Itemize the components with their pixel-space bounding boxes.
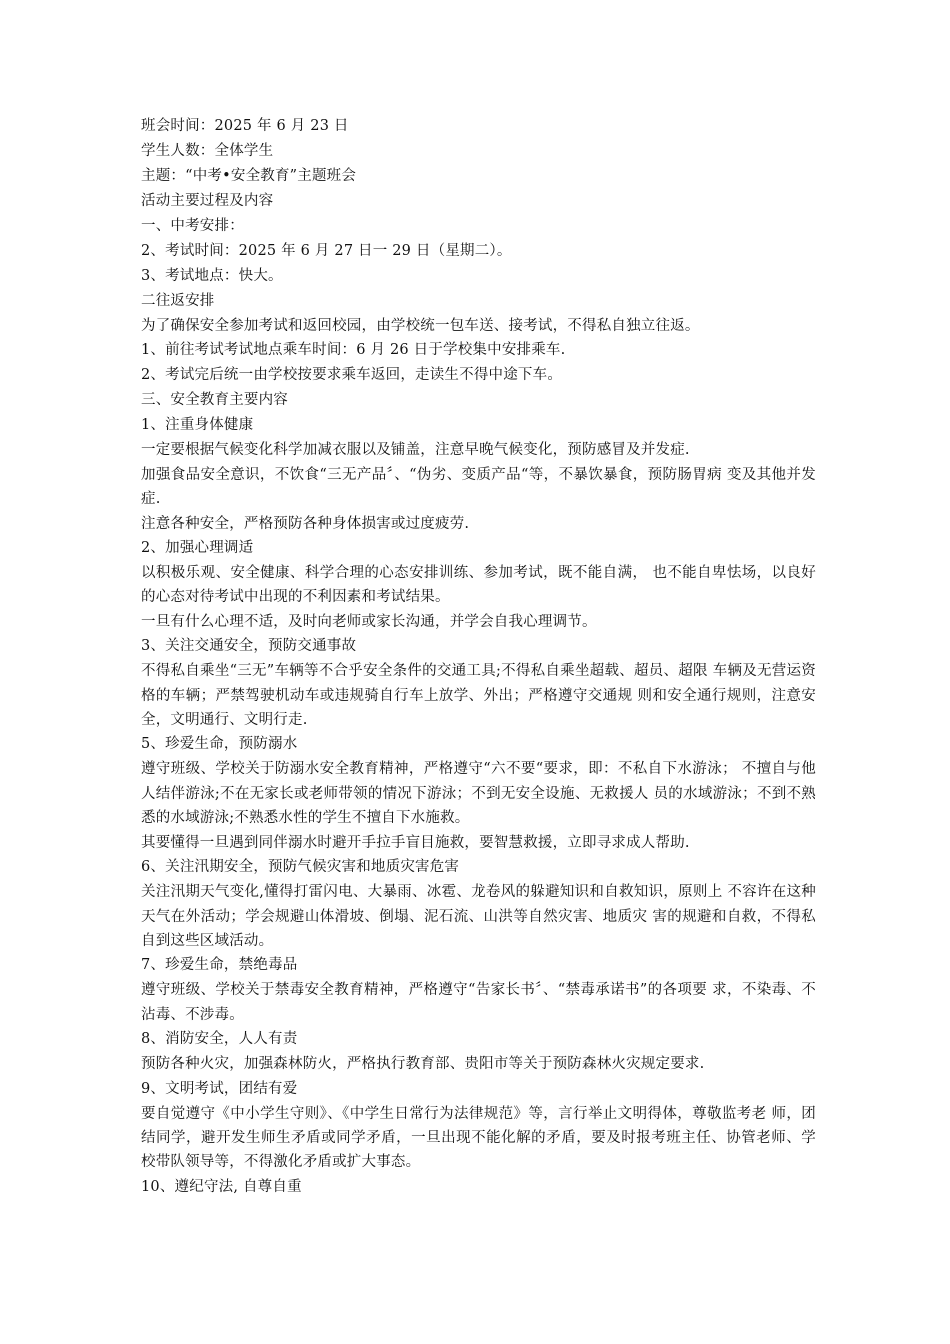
transport-departure: 1、前往考试考试地点乘车时间：6 月 26 日于学校集中安排乘车. bbox=[141, 342, 566, 359]
traffic-rules: 不得私自乘坐“三无”车辆等不合乎安全条件的交通工具;不得私自乘坐超载、超员、超限 车辆及无营运资格的车辆；严禁驾驶机动车或违规骑自行车上放学、外出；严格遵守交通规 则和安全通行规则，注意安全，文明通行、文明行走. bbox=[141, 663, 816, 729]
item-civility-heading: 9、文明考试，团结有爱 bbox=[141, 1080, 298, 1097]
drugs-rules: 遵守班级、学校关于禁毒安全教育精神，严格遵守“告家长书〞、“禁毒承诺书”的各项要 求，不染毒、不沾毒、不涉毒。 bbox=[141, 982, 816, 1023]
item-law-heading: 10、遵纪守法, 自尊自重 bbox=[141, 1178, 302, 1195]
fire-rules: 预防各种火灾，加强森林防火，严格执行教育部、贵阳市等关于预防森林火灾规定要求. bbox=[141, 1056, 705, 1073]
item-health-heading: 1、注重身体健康 bbox=[141, 417, 254, 434]
psychology-attitude: 以积极乐观、安全健康、科学合理的心态安排训练、参加考试，既不能自满， 也不能自卑怯场，以良好的心态对待考试中出现的不利因素和考试结果。 bbox=[141, 565, 816, 606]
health-clothing: 一定要根据气候变化科学加减衣服以及铺盖，注意早晚气候变化，预防感冒及并发症. bbox=[141, 442, 690, 459]
flood-rules: 关注汛期天气变化,懂得打雷闪电、大暴雨、冰雹、龙卷风的躲避知识和自救知识，原则上 不容许在这种天气在外活动；学会规避山体滑坡、倒塌、泥石流、山洪等自然灾害、地质灾 害的规避和自救，不得私自到这些区域活动。 bbox=[141, 884, 816, 949]
item-drowning-heading: 5、珍爱生命，预防溺水 bbox=[141, 736, 298, 753]
item-fire-heading: 8、消防安全，人人有责 bbox=[141, 1031, 298, 1048]
exam-time: 2、考试时间：2025 年 6 月 27 日一 29 日（星期二）。 bbox=[141, 243, 512, 259]
item-traffic-heading: 3、关注交通安全，预防交通事故 bbox=[141, 638, 357, 655]
transport-intro: 为了确保安全参加考试和返回校园，由学校统一包车送、接考试，不得私自独立往返。 bbox=[141, 318, 700, 334]
item-drugs-heading: 7、珍爱生命，禁绝毒品 bbox=[141, 957, 298, 974]
drowning-rules: 遵守班级、学校关于防溺水安全教育精神，严格遵守“六不要“要求，即：不私自下水游泳； 不擅自与他人结伴游泳;不在无家长或老师带领的情况下游泳；不到无安全设施、无救援人 员的水域游泳；不到不熟悉的水域游泳;不熟悉水性的学生不擅自下水施救。 bbox=[141, 761, 816, 827]
activity-heading: 活动主要过程及内容 bbox=[141, 193, 274, 209]
item-psychology-heading: 2、加强心理调适 bbox=[141, 540, 254, 557]
item-flood-heading: 6、关注汛期安全，预防气候灾害和地质灾害危害 bbox=[141, 859, 460, 876]
meeting-theme: 主题：“中考•安全教育”主题班会 bbox=[141, 168, 357, 184]
section-safety-education: 三、安全教育主要内容 bbox=[141, 392, 288, 409]
health-safety: 注意各种安全，严格预防各种身体损害或过度疲劳. bbox=[141, 515, 470, 532]
section-exam-arrangement: 一、中考安排： bbox=[141, 218, 244, 234]
civility-rules: 要自觉遵守《中小学生守则》、《中学生日常行为法律规范》等，言行举止文明得体，尊敬监考老 师，团结同学，避开发生师生矛盾或同学矛盾，一旦出现不能化解的矛盾，要及时报考班主任、协管老师、学校带队领导等，不得激化矛盾或扩大事态。 bbox=[141, 1105, 816, 1171]
drowning-rescue: 其要懂得一旦遇到同伴溺水时避开手拉手盲目施救，要智慧救援，立即寻求成人帮助. bbox=[141, 834, 690, 851]
exam-location: 3、考试地点：快大。 bbox=[141, 268, 283, 284]
health-food: 加强食品安全意识，不饮食“三无产品〞、“伪劣、变质产品“等，不暴饮暴食，预防肠胃病 变及其他并发症. bbox=[141, 466, 816, 508]
document-body bbox=[141, 114, 816, 1200]
student-count: 学生人数：全体学生 bbox=[141, 143, 274, 159]
psychology-communication: 一旦有什么心理不适，及时向老师或家长沟通，并学会自我心理调节。 bbox=[141, 613, 597, 630]
section-transport: 二往返安排 bbox=[141, 293, 215, 309]
meeting-time: 班会时间：2025 年 6 月 23 日 bbox=[141, 118, 349, 134]
transport-return: 2、考试完后统一由学校按要求乘车返回，走读生不得中途下车。 bbox=[141, 367, 563, 384]
